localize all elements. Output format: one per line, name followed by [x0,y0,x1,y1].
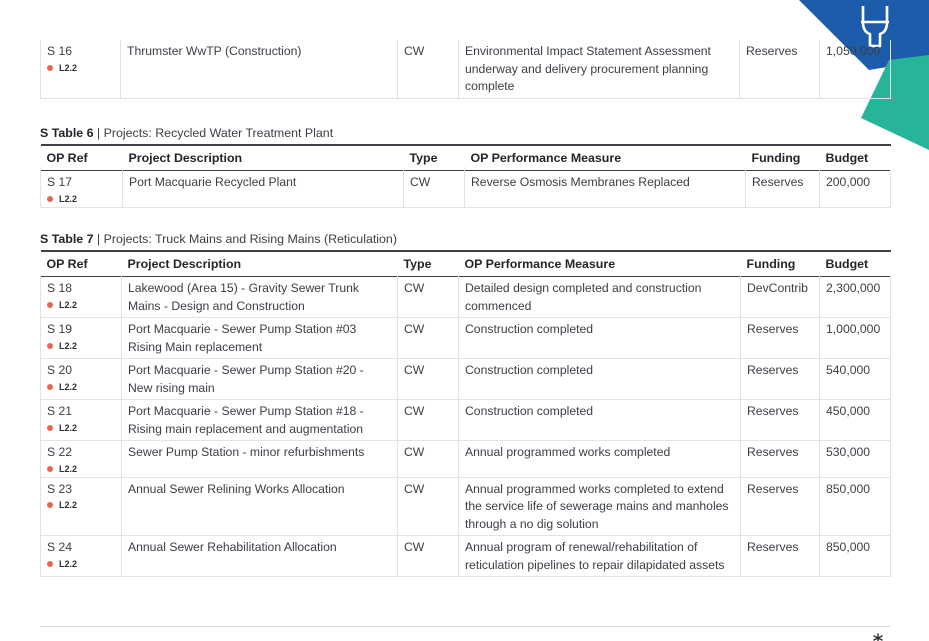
project-description: Sewer Pump Station - minor refurbishments [122,441,398,478]
budget-amount: 540,000 [820,359,891,400]
asterisk-icon [872,633,884,641]
level-code: L2.2 [59,193,78,204]
page-content [40,40,890,577]
op-ref: S 17 [47,175,73,189]
project-description: Port Macquarie Recycled Plant [123,171,404,208]
level-code: L2.2 [59,340,78,351]
level-dot-icon [47,466,53,472]
level-dot-icon [47,384,53,390]
level-badge [47,422,115,434]
level-badge [47,499,115,511]
project-type: CW [398,441,459,478]
level-code: L2.2 [59,558,78,569]
level-dot-icon [47,561,53,567]
op-ref-cell [41,171,123,208]
performance-measure: Construction completed [459,318,741,359]
level-code: L2.2 [59,62,78,73]
table7-title: Projects: Truck Mains and Rising Mains (Reticulation) [103,231,397,246]
level-badge [47,299,115,311]
budget-amount: 1,050,000 [820,40,891,98]
table-row [41,477,891,536]
table6-caption: S Table 6 | Projects: Recycled Water Treatment Plant [40,125,334,140]
funding-source: Reserves [740,40,820,98]
level-badge [47,340,115,352]
op-ref-cell [41,359,122,400]
budget-amount: 2,300,000 [820,277,891,318]
table7 [40,250,891,578]
header-measure: OP Performance Measure [470,150,622,165]
header-type: Type [409,150,438,165]
level-badge [47,558,115,570]
op-ref: S 22 [47,445,73,459]
op-ref-cell [41,400,122,441]
budget-amount: 200,000 [820,171,891,208]
level-code: L2.2 [59,500,78,510]
budget-amount: 530,000 [820,441,891,478]
level-dot-icon [47,65,53,71]
funding-source: Reserves [741,536,820,577]
header-type: Type [403,256,432,271]
funding-source: Reserves [741,477,820,536]
project-description: Port Macquarie - Sewer Pump Station #03 Rising Main replacement [122,318,398,359]
budget-amount: 850,000 [820,536,891,577]
header-description: Project Description [128,150,243,165]
level-badge [47,62,114,74]
project-description: Annual Sewer Relining Works Allocation [122,477,398,536]
funding-source: Reserves [741,318,820,359]
performance-measure: Annual program of renewal/rehabilitation of reticulation pipelines to repair dilapidated assets [459,536,741,577]
level-code: L2.2 [59,422,78,433]
level-dot-icon [47,502,53,508]
op-ref-cell [41,477,122,536]
table-row [41,318,891,359]
project-type: CW [398,277,459,318]
project-description: Lakewood (Area 15) - Gravity Sewer Trunk Mains - Design and Construction [122,277,398,318]
performance-measure: Construction completed [459,359,741,400]
project-description: Thrumster WwTP (Construction) [121,40,398,98]
level-badge [47,463,115,475]
level-code: L2.2 [59,463,78,474]
table6-header-row [41,145,891,171]
op-ref: S 24 [47,540,73,554]
project-type: CW [398,477,459,536]
table6-label: S Table 6 [40,125,94,140]
table7-header-row [41,251,891,277]
header-op-ref: OP Ref [46,150,88,165]
op-ref: S 20 [47,363,73,377]
funding-source: Reserves [741,400,820,441]
op-ref-cell [41,536,122,577]
op-ref-cell [41,318,122,359]
op-ref: S 23 [47,481,73,496]
performance-measure: Annual programmed works completed [459,441,741,478]
table-row [41,40,891,98]
op-ref-cell [41,40,121,98]
table-row [41,441,891,478]
performance-measure: Annual programmed works completed to extend the service life of sewerage mains and manholes through a no dig solution [459,477,741,536]
funding-source: DevContrib [741,277,820,318]
header-measure: OP Performance Measure [464,256,616,271]
budget-amount: 1,000,000 [820,318,891,359]
table6-title: Projects: Recycled Water Treatment Plant [103,125,334,140]
level-badge [47,381,115,393]
header-budget: Budget [825,150,869,165]
header-op-ref: OP Ref [46,256,88,271]
level-dot-icon [47,343,53,349]
project-description: Annual Sewer Rehabilitation Allocation [122,536,398,577]
project-description: Port Macquarie - Sewer Pump Station #18 - Rising main replacement and augmentation [122,400,398,441]
header-funding: Funding [746,256,796,271]
table7-label: S Table 7 [40,231,94,246]
table-row [41,277,891,318]
op-ref: S 19 [47,322,73,336]
budget-amount: 450,000 [820,400,891,441]
op-ref-cell [41,277,122,318]
header-funding: Funding [751,150,801,165]
table-row [41,400,891,441]
table-row [41,359,891,400]
performance-measure: Reverse Osmosis Membranes Replaced [465,171,746,208]
performance-measure: Construction completed [459,400,741,441]
funding-source: Reserves [741,359,820,400]
funding-source: Reserves [741,441,820,478]
project-type: CW [398,318,459,359]
performance-measure: Detailed design completed and construction commenced [459,277,741,318]
project-type: CW [398,400,459,441]
project-type: CW [398,359,459,400]
level-code: L2.2 [59,299,78,310]
level-badge [47,193,116,205]
op-ref: S 18 [47,281,73,295]
table-row [41,171,891,208]
op-ref-cell [41,441,122,478]
level-code: L2.2 [59,381,78,392]
level-dot-icon [47,425,53,431]
table7-caption: S Table 7 | Projects: Truck Mains and Rising Mains (Reticulation) [40,231,397,246]
table6 [40,144,891,208]
footer-rule [40,626,890,627]
project-description: Port Macquarie - Sewer Pump Station #20 - New rising main [122,359,398,400]
level-dot-icon [47,302,53,308]
budget-amount: 850,000 [820,477,891,536]
header-budget: Budget [825,256,869,271]
project-type: CW [398,536,459,577]
table-row [41,536,891,577]
performance-measure: Environmental Impact Statement Assessment underway and delivery procurement planning complete [459,40,740,98]
level-dot-icon [47,196,53,202]
s16-table [40,40,891,99]
op-ref: S 16 [47,44,73,58]
project-type: CW [398,40,459,98]
header-description: Project Description [127,256,242,271]
op-ref: S 21 [47,404,73,418]
project-type: CW [404,171,465,208]
funding-source: Reserves [746,171,820,208]
